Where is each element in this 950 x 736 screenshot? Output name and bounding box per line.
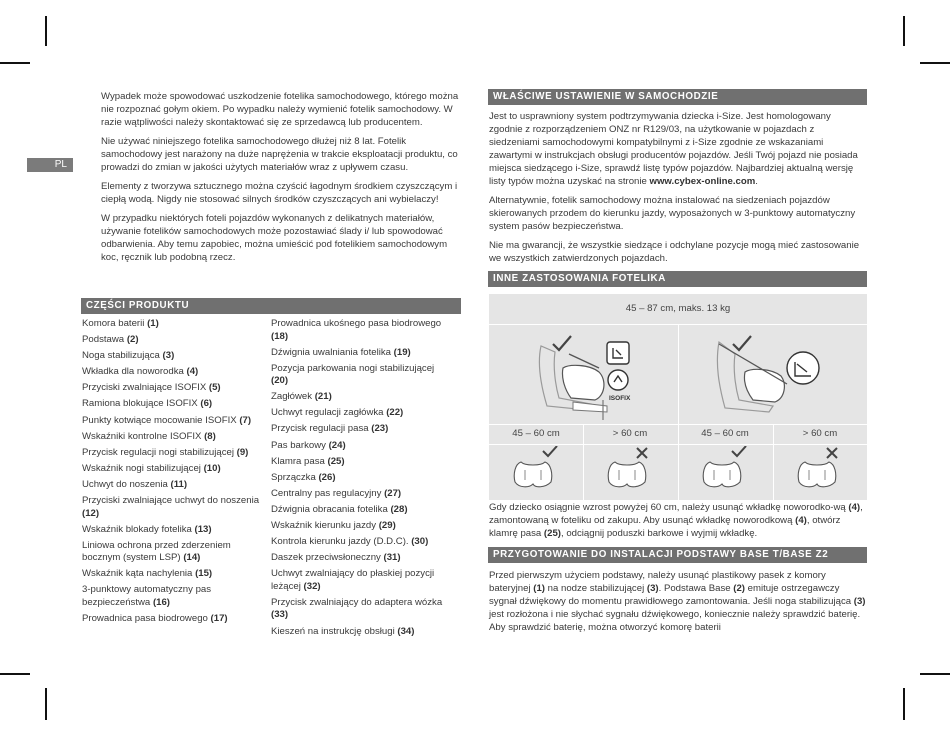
insert-note <box>489 501 867 546</box>
infant-insert-icon <box>703 446 746 487</box>
part-item: Wskaźnik blokady fotelika (13) <box>82 523 212 535</box>
part-item: Centralny pas regulacyjny (27) <box>271 487 402 499</box>
section-heading-installation: WŁAŚCIWE USTAWIENIE W SAMOCHODZIE <box>488 89 867 105</box>
part-item: Przycisk zwalniający do adaptera wózka (33) <box>271 596 443 621</box>
paragraph: Jest to usprawniony system podtrzymywania dziecka i-Size. Jest homologowany zgodnie z rozporządzeniem ONZ nr R129/03, na użytkowanie w pojazdach z siedzeniami samochodowymi kompatybilnymi z i-Size zgodnie ze wskazaniami zawartymi w instrukcjach obsługi producentów pojazdów. Jeśli Twój pojazd nie posiada miejsca siedzącego i-Size, sprawdź listę typów pojazdów. Najbardziej aktualną wersję listy typów można uzyskać na stronie www.cybex-online.com. <box>489 111 858 187</box>
part-item: Daszek przeciwsłoneczny (31) <box>271 552 401 564</box>
cross-icon <box>637 448 647 458</box>
size-label: > 60 cm <box>612 428 648 439</box>
size-label: 45 – 60 cm <box>701 428 749 439</box>
part-item: Uchwyt regulacji zagłówka (22) <box>271 407 404 419</box>
checkmark-icon <box>733 336 751 350</box>
paragraph: W przypadku niektórych foteli pojazdów wykonanych z delikatnych materiałów, używanie fotelików samochodowych może pozostawiać ślady i/ lub spowodować odbarwienia. Aby temu zapobiec, można umieścić pod fotelikiem samochodowym koc, ręcznik lub podobną rzecz. <box>101 213 448 263</box>
isofix-label: ISOFIX <box>609 395 631 402</box>
part-item: Przyciski zwalniające uchwyt do noszenia (12) <box>82 495 260 519</box>
size-label: > 60 cm <box>802 428 838 439</box>
section-heading-other-uses: INNE ZASTOSOWANIA FOTELIKA <box>488 271 867 287</box>
paragraph: Nie ma gwarancji, że wszystkie siedzące i odchylane pozycje mogą mieć zastosowanie we wszystkich zatwierdzonych pojazdach. <box>489 240 860 264</box>
paragraph: Alternatywnie, fotelik samochodowy można instalować na siedzeniach pojazdów skierowanych przodem do kierunku jazdy, wyposażonych w 3-punktowy automatyczny system pasów bezpieczeństwa. <box>489 195 856 232</box>
part-item: Przycisk regulacji nogi stabilizującej (9) <box>82 446 249 458</box>
crop-mark <box>45 688 47 720</box>
language-tab: PL <box>27 158 73 172</box>
checkmark-icon <box>732 446 746 456</box>
infant-insert-icon <box>608 448 647 487</box>
part-item: Wskaźnik kierunku jazdy (29) <box>271 520 396 532</box>
paragraph: Nie używać niniejszego fotelika samochodowego dłużej niż 8 lat. Fotelik samochodowy jest narażony na duże naprężenia w trakcie eksploatacji produktu, co prowadzi do zmian w jakości użytych materiałów wraz z upływem czasu. <box>101 136 458 173</box>
part-item: Uchwyt do noszenia (11) <box>82 478 188 490</box>
part-item: Wskaźnik kąta nachylenia (15) <box>82 568 213 580</box>
usage-diagram <box>489 294 867 500</box>
checkmark-icon <box>553 336 571 350</box>
crop-mark <box>903 688 905 720</box>
size-label: 45 – 60 cm <box>512 428 560 439</box>
part-item: Przyciski zwalniające ISOFIX (5) <box>82 382 221 394</box>
section-base-text <box>489 569 867 640</box>
paragraph: Wypadek może spowodować uszkodzenie fotelika samochodowego, którego można nie rozpoznać gołym okiem. Po wypadku należy wymienić fotelik samochodowy. W razie wątpliwości należy skontaktować się ze sprzedawcą lub producentem. <box>101 91 459 128</box>
weight-range: 45 – 87 cm, maks. 13 kg <box>625 303 731 314</box>
part-item: Wskaźniki kontrolne ISOFIX (8) <box>82 430 216 442</box>
part-item: Przycisk regulacji pasa (23) <box>271 423 389 435</box>
crop-mark <box>920 62 950 64</box>
isofix-icon <box>608 370 628 390</box>
part-item: 3-punktowy automatyczny pas bezpieczeństwa (16) <box>82 584 212 608</box>
crop-mark <box>0 673 30 675</box>
part-item: Kontrola kierunku jazdy (D.D.C). (30) <box>271 536 429 548</box>
part-item: Pas barkowy (24) <box>271 439 346 451</box>
part-item: Klamra pasa (25) <box>271 455 345 467</box>
website-link[interactable]: www.cybex-online.com <box>649 176 756 187</box>
part-item: Dźwignia uwalniania fotelika (19) <box>271 346 411 358</box>
checkmark-icon <box>543 446 557 456</box>
seat-symbol-icon <box>607 342 629 364</box>
part-item: Komora baterii (1) <box>82 318 159 329</box>
cross-icon <box>827 448 837 458</box>
left-text <box>101 90 460 270</box>
part-item: Prowadnica ukośnego pasa biodrowego (18) <box>271 318 442 342</box>
part-item: Liniowa ochrona przed zderzeniem bocznym (system LSP) (14) <box>82 539 231 564</box>
part-item: Uchwyt zwalniający do płaskiej pozycji leżącej (32) <box>271 568 435 592</box>
part-item: Punkty kotwiące mocowanie ISOFIX (7) <box>82 414 252 426</box>
crop-mark <box>920 673 950 675</box>
parts-list-right <box>271 318 453 642</box>
part-item: Sprzączka (26) <box>271 471 336 483</box>
part-item: Podstawa (2) <box>82 334 139 346</box>
part-item: Prowadnica pasa biodrowego (17) <box>82 613 228 624</box>
infant-insert-icon <box>514 446 557 487</box>
infant-insert-row <box>489 446 867 498</box>
crop-mark <box>903 16 905 46</box>
part-item: Wskaźnik nogi stabilizującej (10) <box>82 462 221 474</box>
part-item: Dźwignia obracania fotelika (28) <box>271 503 408 515</box>
crop-mark <box>0 62 30 64</box>
crop-mark <box>45 16 47 46</box>
isofix-installation-illustration <box>489 324 678 424</box>
parts-list-left <box>82 318 264 629</box>
parts-heading: CZĘŚCI PRODUKTU <box>81 298 461 314</box>
belt-installation-illustration <box>679 324 867 424</box>
section-heading-base-preparation: PRZYGOTOWANIE DO INSTALACJI PODSTAWY BASE T/BASE Z2 <box>488 547 867 563</box>
part-item: Pozycja parkowania nogi stabilizującej (20) <box>271 362 435 387</box>
paragraph: Gdy dziecko osiągnie wzrost powyżej 60 cm, należy usunąć wkładkę noworodko-wą (4), zamontowaną w foteliku od zakupu. Aby usunąć wkładkę noworodkową (4), otwórz klamrę pasa (25), odciągnij poduszki barkowe i wyjmij wkładkę. <box>489 502 863 539</box>
part-item: Wkładka dla noworodka (4) <box>82 366 199 378</box>
part-item: Noga stabilizująca (3) <box>82 350 175 362</box>
part-item: Kieszeń na instrukcję obsługi (34) <box>271 625 415 637</box>
infant-insert-icon <box>798 448 837 487</box>
part-item: Zagłówek (21) <box>271 391 332 403</box>
paragraph: Elementy z tworzywa sztucznego można czyścić łagodnym środkiem czyszczącym i ciepłą wodą. Nigdy nie stosować silnych środków czyszczących ani wybielaczy! <box>101 181 458 205</box>
section-installation-text <box>489 110 867 271</box>
part-item: Ramiona blokujące ISOFIX (6) <box>82 398 213 410</box>
paragraph: Przed pierwszym użyciem podstawy, należy usunąć plastikowy pasek z komory bateryjnej (1) na nodze stabilizującej (3). Podstawa Base (2) emituje ostrzegawczy sygnał dźwiękowy do momentu prawidłowego zamontowania. Jeśli noga stabilizująca (3) jest rozłożona i nie słychać sygnału dźwiękowego, koniecznie należy sprawdzić baterię. Aby sprawdzić baterię, można otworzyć komorę baterii <box>489 570 866 633</box>
